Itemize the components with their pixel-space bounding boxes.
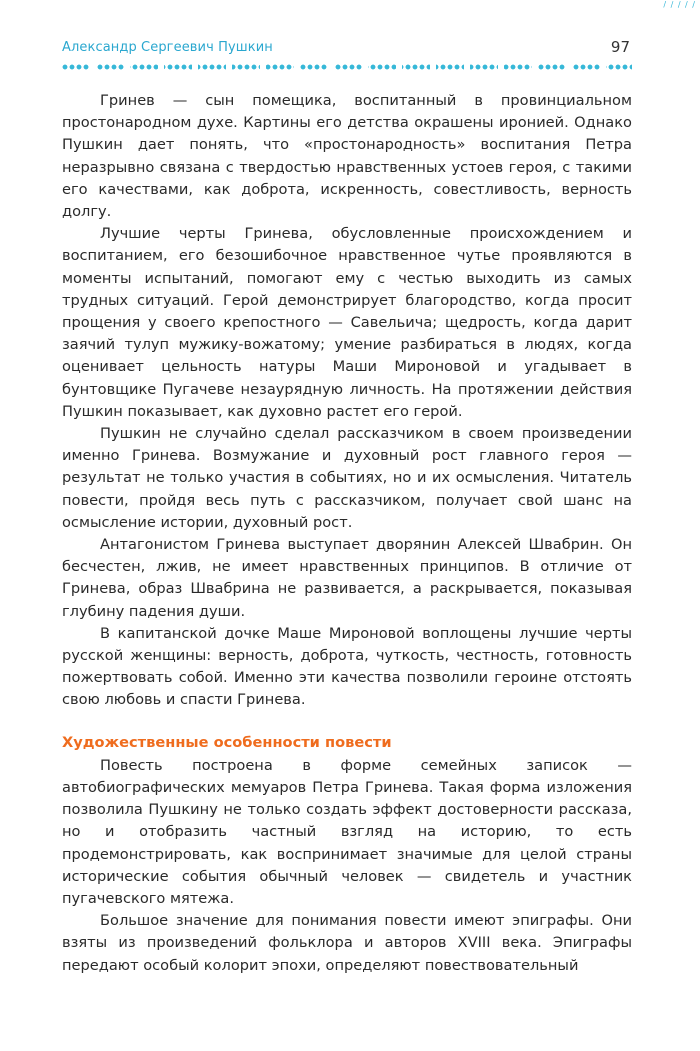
paragraph: Антагонистом Гринева выступает дворянин Алексей Швабрин. Он бесчестен, лжив, не имеет нравственных принципов. В отличие от Гринева, образ Швабрина не развивается, а раскрывается, показывая глубину падения души.	[62, 536, 632, 620]
paragraph: Большое значение для понимания повести имеют эпиграфы. Они взяты из произведений фольклора и авторов XVIII века. Эпиграфы передают особый колорит эпохи, определяют повествовательный	[62, 912, 632, 974]
section-heading: Художественные особенности повести	[62, 733, 392, 751]
page-number: 97	[610, 38, 630, 56]
corner-mark: / ∕ ∕ ∕ ∕	[663, 0, 696, 9]
decorative-dotted-rule	[62, 62, 632, 74]
page-body	[62, 90, 632, 977]
paragraph: Гринев — сын помещика, воспитанный в провинциальном простонародном духе. Картины его детства окрашены иронией. Однако Пушкин дает понять, что «простонародность» воспитания Петра неразрывно связана с твердостью нравственных устоев героя, с такими его качествами, как доброта, искренность, совестливость, верность долгу.	[62, 92, 632, 221]
running-head	[62, 38, 632, 60]
paragraph: Пушкин не случайно сделал рассказчиком в своем произведении именно Гринева. Возмужание и духовный рост главного героя — результат не только участия в событиях, но и их осмысления. Читатель повести, пройдя весь путь с рассказчиком, получает свой шанс на осмысление истории, духовный рост.	[62, 425, 632, 531]
paragraph: Лучшие черты Гринева, обусловленные происхождением и воспитанием, его безошибочное нравственное чутье проявляются в моменты испытаний, помогают ему с честью выходить из самых трудных ситуаций. Герой демонстрирует благородство, когда просит прощения у своего крепостного — Савельича; щедрость, когда дарит заячий тулуп мужику-вожатому; умение разбираться в людях, когда оценивает цельность натуры Маши Мироновой и угадывает в бунтовщике Пугачеве незаурядную личность. На протяжении действия Пушкин показывает, как духовно растет его герой.	[62, 225, 632, 420]
paragraph: В капитанской дочке Маше Мироновой воплощены лучшие черты русской женщины: верность, доброта, чуткость, честность, готовность пожертвовать собой. Именно эти качества позволили героине отстоять свою любовь и спасти Гринева.	[62, 624, 632, 709]
paragraph: Повесть построена в форме семейных записок — автобиографических мемуаров Петра Гринева. Такая форма изложения позволила Пушкину не только создать эффект достоверности рассказа, но и отобразить частный взгляд на историю, то есть продемонстрировать, как воспринимает значимые для целой страны исторические события обычный человек — свидетель и участник пугачевского мятежа.	[62, 756, 632, 907]
running-title: Александр Сергеевич Пушкин	[62, 40, 273, 55]
